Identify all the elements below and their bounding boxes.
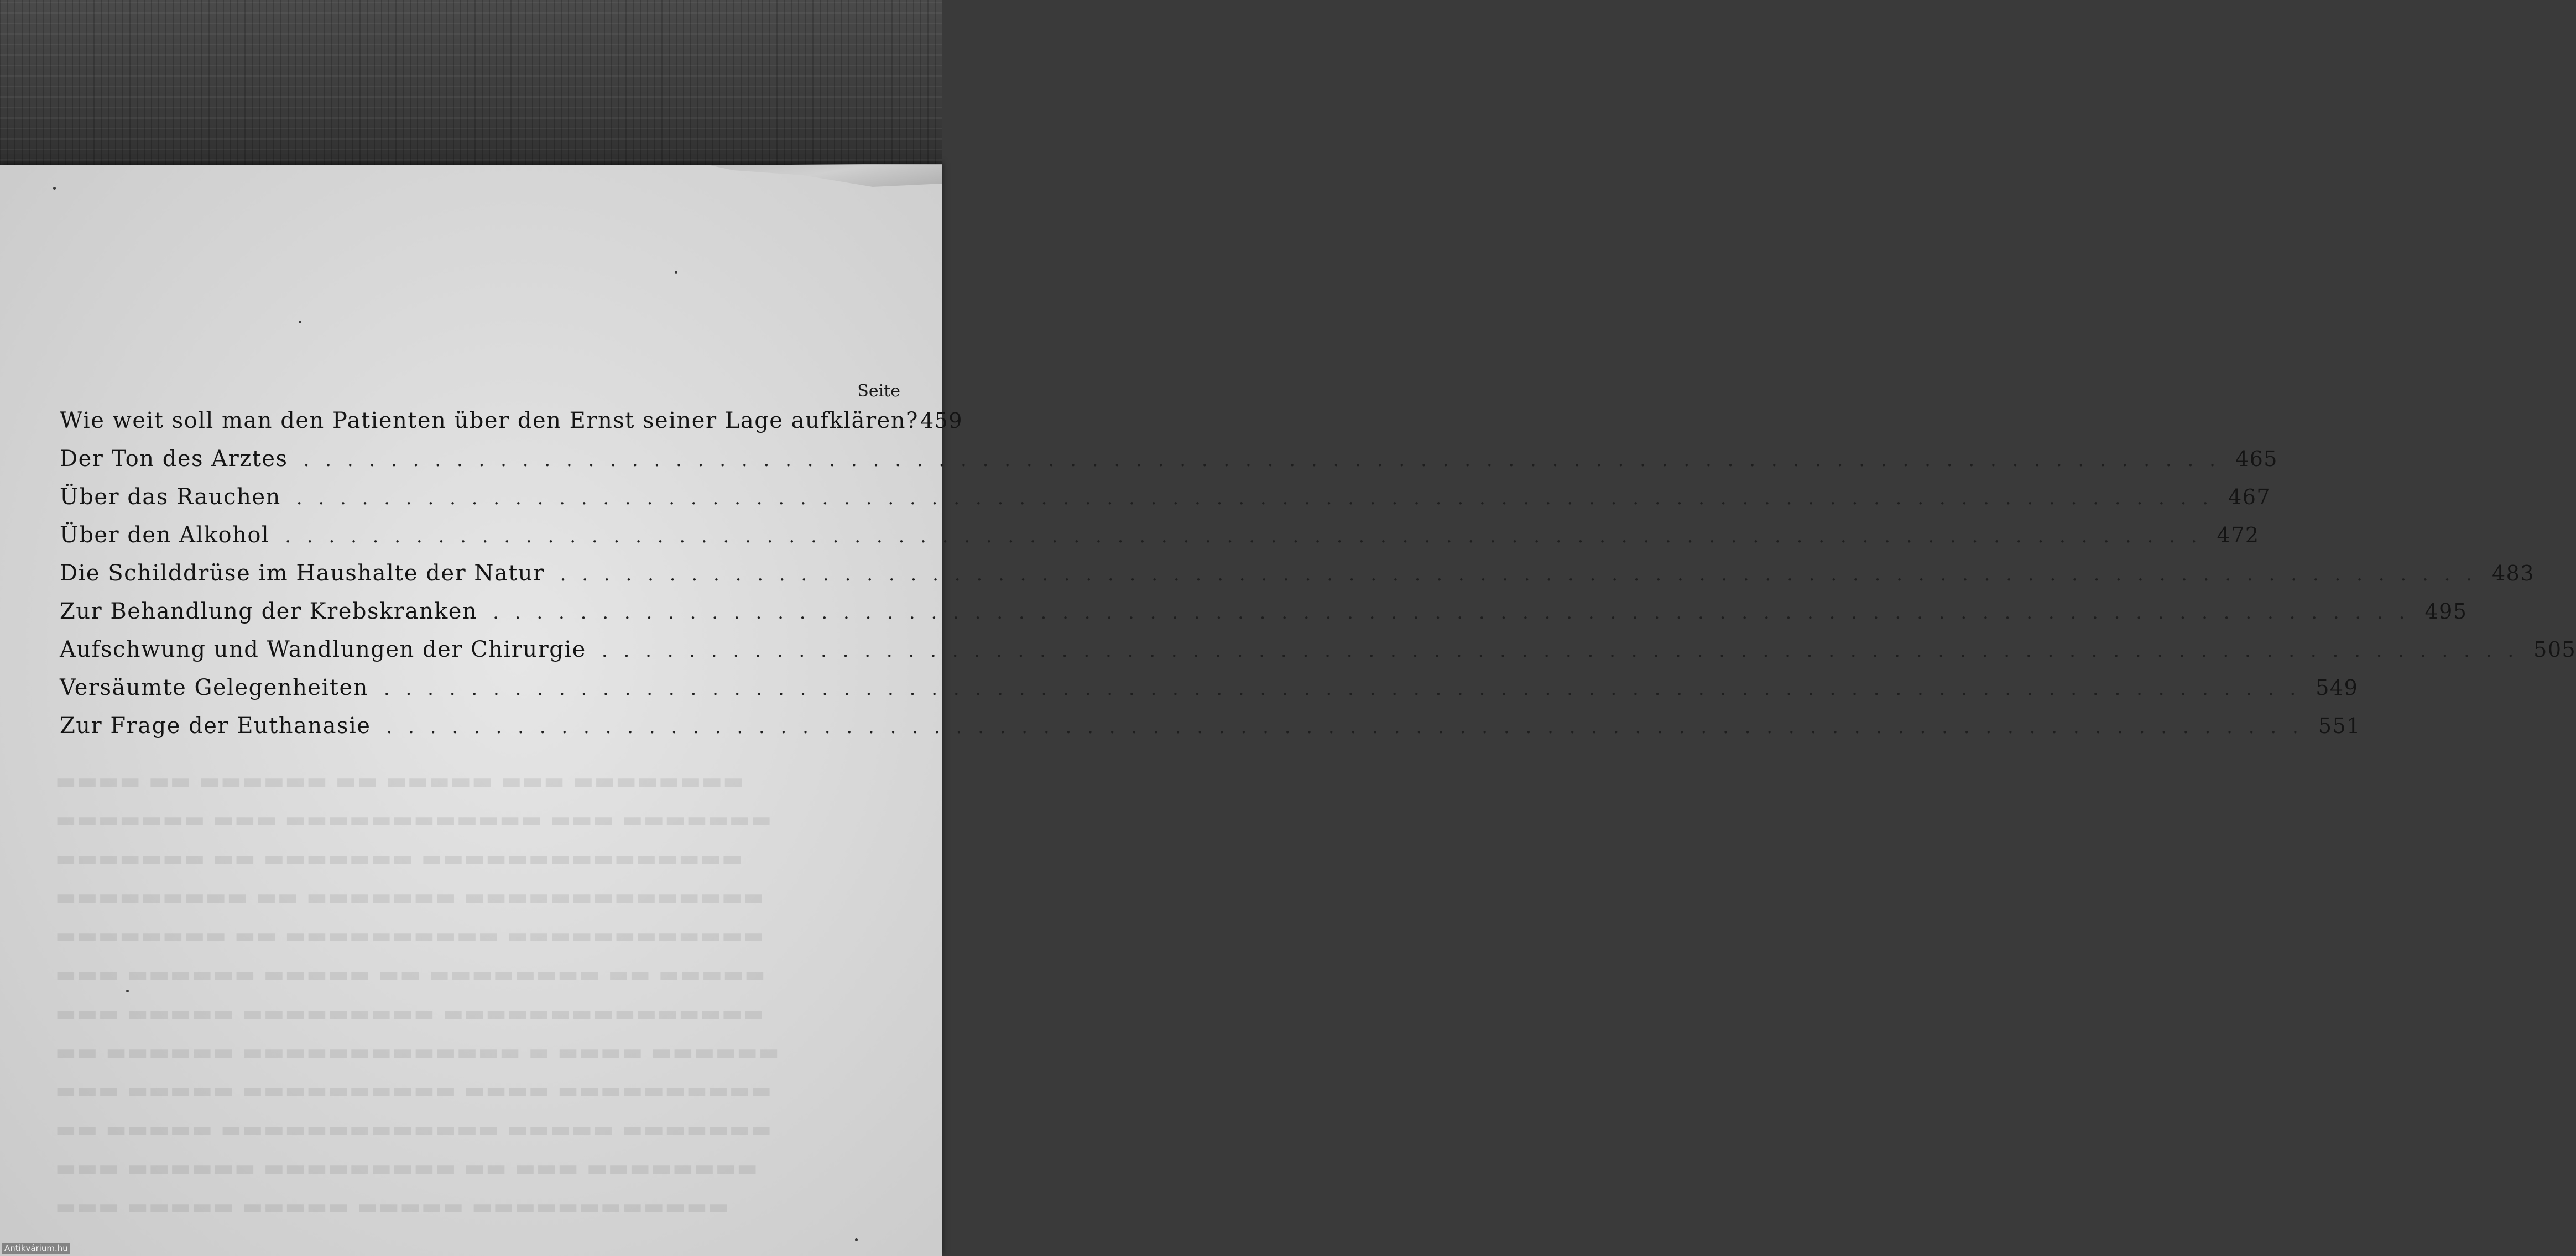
toc-entry [60,522,2260,556]
toc-dot-leader: . . . . . . . . . . . . . . . . . . . . . . . . . . . . . . . . . . . . . . . . . . . . . . . . . . . . . . . . . . . . . . . . . . . . . . . . . . . . . . . . . . . . . . . . [303,449,2220,471]
page-column-header: Seite [857,381,900,401]
toc-dot-leader: . . . . . . . . . . . . . . . . . . . . . . . . . . . . . . . . . . . . . . . . . . . . . . . . . . . . . . . . . . . . . . . . . . . . . . . . . . . . . . . . . . . . . . . . [560,563,2477,585]
show-through-texture: ▬▬▬ ▬▬▬▬▬ ▬▬▬▬▬▬▬▬▬ ▬▬▬▬▬▬▬▬▬▬▬▬▬▬▬ [55,1001,765,1026]
toc-entry-title: Die Schilddrüse im Haushalte der Natur [60,561,545,586]
toc-entry-title: Aufschwung und Wandlungen der Chirurgie [60,637,586,662]
toc-entry-title: Wie weit soll man den Patienten über den Ernst seiner Lage aufklären? [60,408,919,433]
toc-entry [60,675,2359,708]
dark-backdrop [0,0,942,171]
toc-entry-page: 495 [2424,599,2468,624]
toc-dot-leader: . . . . . . . . . . . . . . . . . . . . . . . . . . . . . . . . . . . . . . . . . . . . . . . . . . . . . . . . . . . . . . . . . . . . . . . . . . . . . . . . . . . . . . . . [601,640,2519,662]
toc-entry-title: Zur Frage der Euthanasie [60,713,371,739]
toc-dot-leader: . . . . . . . . . . . . . . . . . . . . . . . . . . . . . . . . . . . . . . . . . . . . . . . . . . . . . . . . . . . . . . . . . . . . . . . . . . . . . . . . . . . . . . . . [383,678,2301,700]
toc-entry-title: Zur Behandlung der Krebskranken [60,599,478,624]
toc-entry [60,713,2361,746]
toc-entry-title: Über das Rauchen [60,484,281,510]
toc-entry-title: Der Ton des Arztes [60,446,288,472]
paper-speck [855,1238,858,1241]
toc-entry-page: 467 [2228,485,2271,509]
toc-dot-leader: . . . . . . . . . . . . . . . . . . . . . . . . . . . . . . . . . . . . . . . . . . . . . . . . . . . . . . . . . . . . . . . . . . . . . . . . . . . . . . . . . . . . . . . . [285,525,2202,547]
toc-entry-title: Über den Alkohol [60,522,270,548]
show-through-texture: ▬▬▬▬▬▬▬▬ ▬▬ ▬▬▬▬▬▬▬▬▬▬ ▬▬▬▬▬▬▬▬▬▬▬▬ [55,923,765,949]
toc-entry-page: 483 [2491,561,2535,585]
toc-entry [60,599,2468,632]
toc-dot-leader: . . . . . . . . . . . . . . . . . . . . . . . . . . . . . . . . . . . . . . . . . . . . . . . . . . . . . . . . . . . . . . . . . . . . . . . . . . . . . . . . . . . . . . . . [386,716,2303,738]
toc-dot-leader: . . . . . . . . . . . . . . . . . . . . . . . . . . . . . . . . . . . . . . . . . . . . . . . . . . . . . . . . . . . . . . . . . . . . . . . . . . . . . . . . . . . . . . . . [493,601,2410,624]
site-watermark: Antikvárium.hu [2,1243,70,1254]
show-through-texture: ▬▬▬ ▬▬▬▬▬▬ ▬▬▬▬▬ ▬▬ ▬▬▬▬▬▬▬▬ ▬▬ ▬▬▬▬▬ [55,962,766,987]
show-through-texture: ▬▬▬ ▬▬▬▬▬ ▬▬▬▬▬ ▬▬▬▬▬ ▬▬▬▬▬▬▬▬▬▬▬▬ [55,1194,729,1220]
show-through-texture: ▬▬▬▬ ▬▬ ▬▬▬▬▬▬ ▬▬ ▬▬▬▬▬ ▬▬▬ ▬▬▬▬▬▬▬▬ [55,768,745,794]
toc-entry [60,561,2535,594]
show-through-texture: ▬▬▬▬▬▬▬ ▬▬▬ ▬▬▬▬▬▬▬▬▬▬▬▬ ▬▬▬ ▬▬▬▬▬▬▬ [55,807,773,833]
toc-entry-page: 549 [2316,676,2359,700]
paper-speck [126,990,129,992]
toc-entry [60,446,2278,479]
toc-entry [60,484,2271,517]
paper-speck [675,271,677,274]
show-through-texture: ▬▬▬ ▬▬▬▬▬ ▬▬▬▬▬▬▬▬▬▬ ▬▬▬▬ ▬▬▬▬▬▬▬▬▬▬ [55,1078,773,1103]
toc-entry-title: Versäumte Gelegenheiten [60,675,368,700]
toc-entry-page: 505 [2533,637,2576,662]
show-through-texture: ▬▬ ▬▬▬▬▬ ▬▬▬▬▬▬▬▬▬▬▬▬▬ ▬▬▬▬▬ ▬▬▬▬▬▬▬ [55,1117,773,1142]
show-through-texture: ▬▬▬▬▬▬▬ ▬▬ ▬▬▬▬▬▬▬ ▬▬▬▬▬▬▬▬▬▬▬▬▬▬▬ [55,846,743,871]
show-through-texture: ▬▬▬▬▬▬▬▬▬ ▬▬ ▬▬▬▬▬▬▬ ▬▬▬▬▬▬▬▬▬▬▬▬▬▬ [55,885,765,910]
paper-speck [299,321,301,323]
toc-entry [60,637,2576,670]
paper-speck [53,187,56,190]
toc-entry-page: 551 [2318,714,2361,738]
toc-entry-page: 465 [2235,447,2278,471]
toc-entry-page: 459 [920,409,963,433]
show-through-texture: ▬▬ ▬▬▬▬▬▬ ▬▬▬▬▬▬▬▬▬▬▬▬▬ ▬ ▬▬▬▬ ▬▬▬▬▬▬ [55,1039,780,1065]
toc-dot-leader: . . . . . . . . . . . . . . . . . . . . . . . . . . . . . . . . . . . . . . . . . . . . . . . . . . . . . . . . . . . . . . . . . . . . . . . . . . . . . . . . . . . . . . . . [296,487,2214,509]
show-through-texture: ▬▬▬ ▬▬▬▬▬▬ ▬▬▬▬▬▬▬▬▬ ▬▬ ▬▬▬ ▬▬▬▬▬▬▬▬ [55,1155,759,1181]
toc-entry-page: 472 [2217,523,2260,547]
toc-entry [60,408,963,441]
